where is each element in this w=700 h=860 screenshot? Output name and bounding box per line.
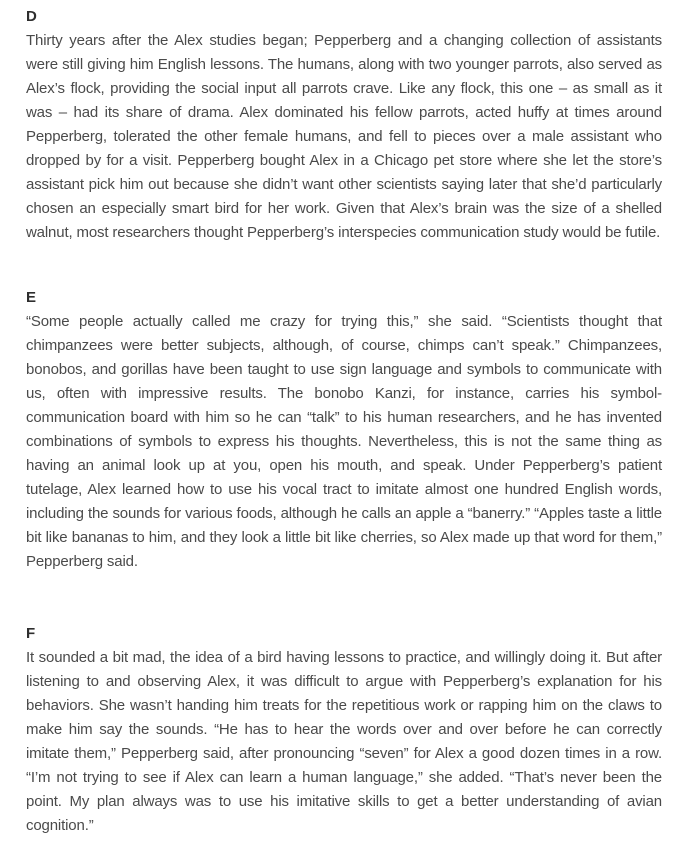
section-paragraph: “Some people actually called me crazy for trying this,” she said. “Scientists thought that chimpanzees were better subjects, although, of course, chimps can’t speak.” Chimpanzees, bonobos, and gorillas have been taught to use sign language and symbols to communicate with us, often with impressive results. The bonobo Kanzi, for instance, carries his symbol-communication board with him so he can “talk” to his human researchers, and he has invented combinations of symbols to express his thoughts. Nevertheless, this is not the same thing as having an animal look up at you, open his mouth, and speak. Under Pepperberg’s patient tutelage, Alex learned how to use his vocal tract to imitate almost one hundred English words, including the sounds for various foods, although he calls an apple a “banerry.” “Apples taste a little bit like bananas to him, and they look a little bit like cherries, so Alex made up that word for them,” Pepperberg said. — [26, 313, 662, 570]
section-paragraph: It sounded a bit mad, the idea of a bird having lessons to practice, and willingly doing it. But after listening to and observing Alex, it was difficult to argue with Pepperberg’s explanation for his behaviors. She wasn’t handing him treats for the repetitious work or rapping him on the claws to make him say the sounds. “He has to hear the words over and over before he can correctly imitate them,” Pepperberg said, after pronouncing “seven” for Alex a good dozen times in a row. “I’m not trying to see if Alex can learn a human language,” she added. “That’s never been the point. My plan always was to use his imitative skills to get a better understanding of avian cognition.” — [26, 649, 662, 834]
section-paragraph: Thirty years after the Alex studies began; Pepperberg and a changing collection of assistants were still giving him English lessons. The humans, along with two younger parrots, also served as Alex’s flock, providing the social input all parrots crave. Like any flock, this one – as small as it was – had its share of drama. Alex dominated his fellow parrots, acted huffy at times around Pepperberg, tolerated the other female humans, and fell to pieces over a male assistant who dropped by for a visit. Pepperberg bought Alex in a Chicago pet store where she let the store’s assistant pick him out because she didn’t want other scientists saying later that she’d particularly chosen an especially smart bird for her work. Given that Alex’s brain was the size of a shelled walnut, most researchers thought Pepperberg’s interspecies communication study would be futile. — [26, 32, 662, 241]
section-f — [26, 624, 662, 838]
section-letter: E — [26, 289, 37, 306]
section-e — [26, 288, 662, 574]
section-d — [26, 7, 662, 245]
section-letter: D — [26, 8, 37, 25]
section-letter: F — [26, 625, 36, 642]
